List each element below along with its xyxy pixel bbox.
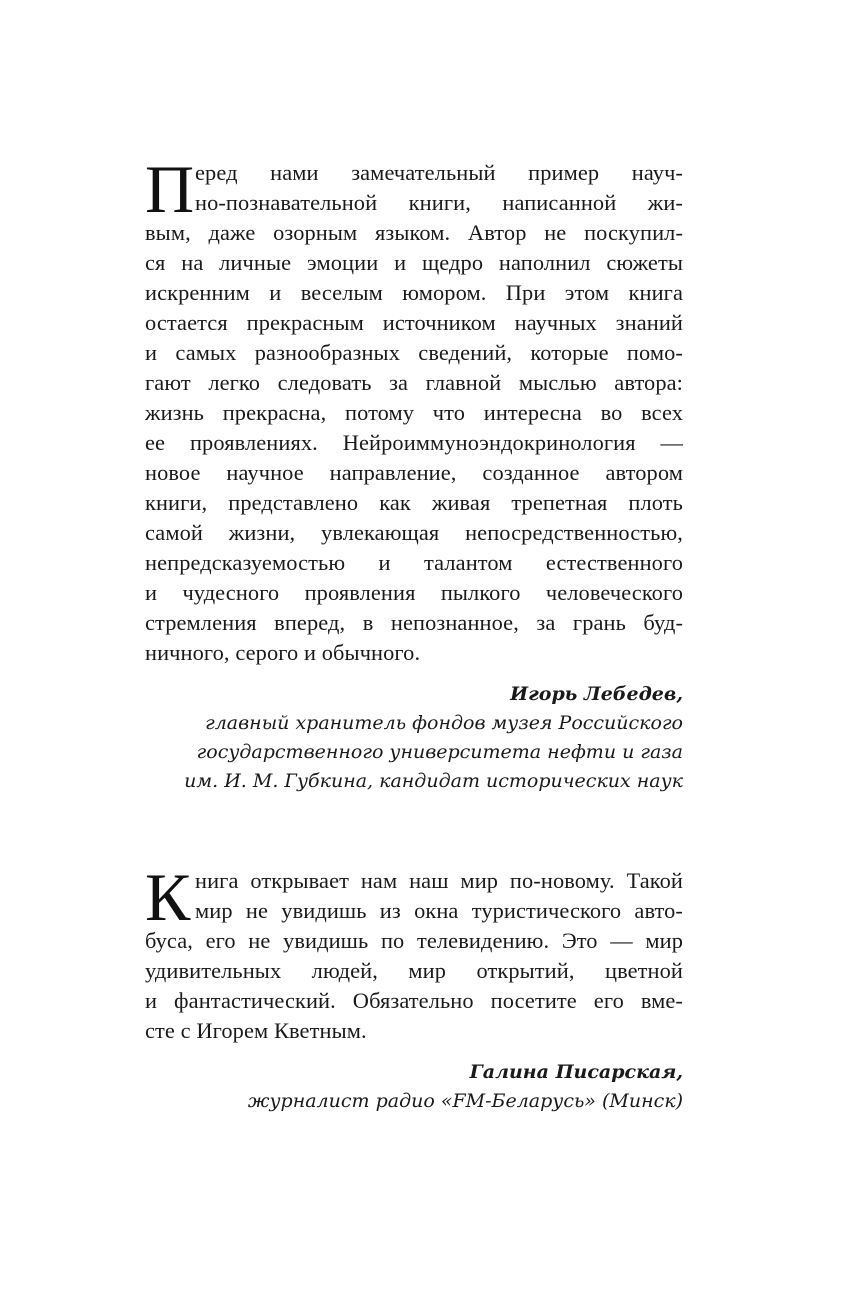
author-role-line: главный хранитель фондов музея Российского	[205, 712, 683, 734]
quote-body	[145, 151, 683, 668]
quote-body	[145, 859, 683, 1046]
text-line: и чудесного проявления пылкого человеческого	[145, 580, 683, 605]
author-name: Галина Писарская,	[469, 1061, 683, 1083]
text-line: ничного, серого и обычного.	[145, 640, 421, 665]
text-line: жизнь прекрасна, потому что интересна во всех	[145, 400, 683, 425]
text-line: искренним и веселым юмором. При этом книга	[145, 280, 683, 305]
text-line: буса, его не увидишь по телевидению. Это — мир	[145, 928, 683, 953]
text-line: и самых разнообразных сведений, которые помо-	[145, 340, 683, 365]
text-line: мир не увидишь из окна туристического авто-	[195, 898, 683, 923]
text-line: вым, даже озорным языком. Автор не поскупил-	[145, 220, 683, 245]
text-line: и фантастический. Обязательно посетите его вме-	[145, 988, 683, 1013]
author-role-line: журналист радио «FM-Беларусь» (Минск)	[247, 1090, 683, 1112]
text-line: ся на личные эмоции и щедро наполнил сюжеты	[145, 250, 683, 275]
text-line: остается прекрасным источником научных знаний	[145, 310, 683, 335]
text-line: удивительных людей, мир открытий, цветной	[145, 958, 683, 983]
text-line: непредсказуемостью и талантом естественного	[145, 550, 683, 575]
author-role-line: им. И. М. Губкина, кандидат исторических наук	[184, 770, 683, 792]
text-line: книги, представлено как живая трепетная плоть	[145, 490, 683, 515]
author-role-line: государственного университета нефти и газа	[196, 741, 683, 763]
text-line: нига открывает нам наш мир по-новому. Такой	[195, 868, 683, 893]
testimonial-quote-1	[145, 151, 683, 796]
text-line: еред нами замечательный пример науч-	[195, 160, 683, 185]
drop-cap: П	[145, 151, 195, 227]
text-line: гают легко следовать за главной мыслью автора:	[145, 370, 683, 395]
attribution	[145, 680, 683, 796]
text-line: новое научное направление, созданное автором	[145, 460, 683, 485]
text-line: сте с Игорем Кветным.	[145, 1018, 367, 1043]
text-line: ее проявлениях. Нейроиммуноэндокринология —	[145, 430, 683, 455]
author-name: Игорь Лебедев,	[510, 683, 683, 705]
text-line: самой жизни, увлекающая непосредственностью,	[145, 520, 683, 545]
drop-cap: К	[145, 859, 191, 935]
testimonial-quote-2	[145, 859, 683, 1116]
attribution	[145, 1058, 683, 1116]
text-line: стремления вперед, в непознанное, за грань буд-	[145, 610, 683, 635]
text-line: но-познавательной книги, написанной жи-	[195, 190, 683, 215]
